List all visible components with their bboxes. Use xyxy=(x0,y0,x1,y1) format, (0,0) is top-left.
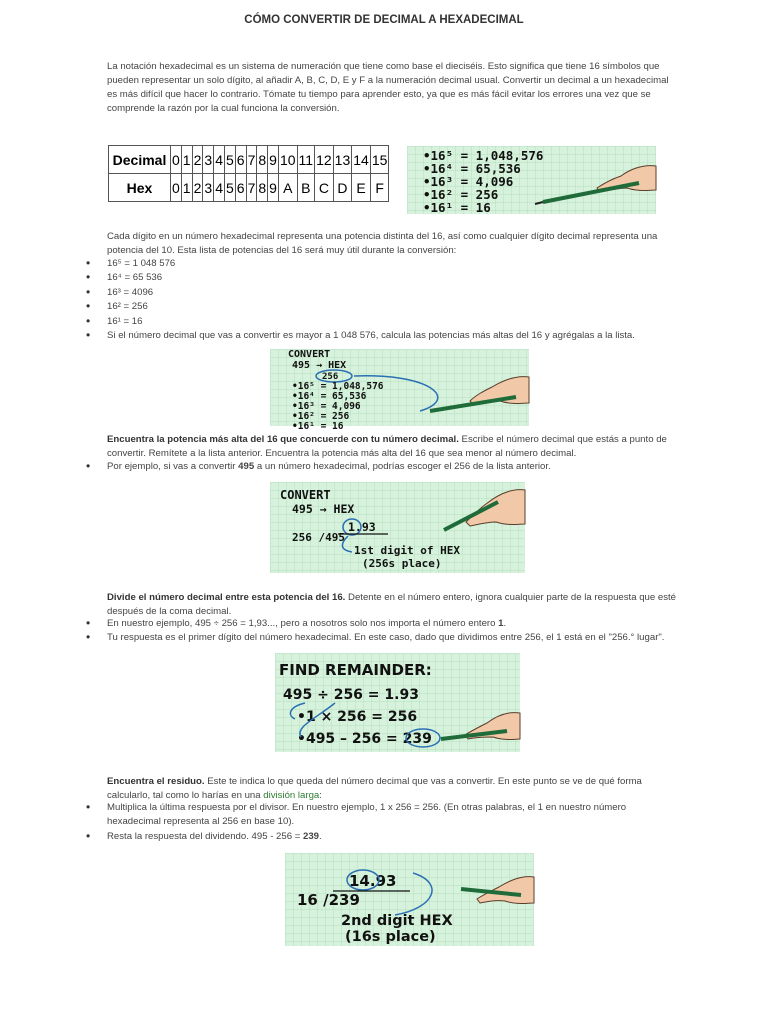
remainder-paragraph xyxy=(107,775,680,803)
table-cell: 14 xyxy=(352,146,371,174)
fig-text: 16 /239 xyxy=(297,891,360,909)
list-item: • Multiplica la última respuesta por el divisor. En nuestro ejemplo, 1 x 256 = 256. (En otras palabras, el 1 en nuestro número hexadecimal representa al 256 en base 10). xyxy=(86,801,680,830)
table-cell: 0 xyxy=(171,146,182,174)
table-cell: 2 xyxy=(192,174,203,202)
list-item: • 16⁵ = 1 048 576 xyxy=(86,257,680,271)
body-text: a un número hexadecimal, podrías escoger el 256 de la lista anterior. xyxy=(254,461,551,472)
fig-text: •16⁴ = 65,536 xyxy=(292,391,367,402)
table-cell: 4 xyxy=(214,174,225,202)
fig-text: 2nd digit HEX xyxy=(341,913,453,929)
divide-paragraph xyxy=(107,591,680,619)
bold-value: 495 xyxy=(238,461,255,472)
fig-text: •16⁴ = 65,536 xyxy=(423,161,521,176)
list-item: • 16² = 256 xyxy=(86,300,680,314)
fig-text: •16² = 256 xyxy=(423,187,499,202)
table-cell: 7 xyxy=(246,174,257,202)
decimal-hex-table xyxy=(108,145,389,202)
table-cell: 3 xyxy=(203,174,214,202)
fig-text: •16⁵ = 1,048,576 xyxy=(292,381,384,392)
divide-list xyxy=(86,617,680,646)
fig-text: •16¹ = 16 xyxy=(423,200,491,215)
body-text: Resta la respuesta del dividendo. 495 - 256 = xyxy=(107,830,304,842)
decimal-label: Decimal xyxy=(109,146,171,174)
table-cell: E xyxy=(352,174,371,202)
body-text: : xyxy=(319,790,322,801)
table-cell: 6 xyxy=(235,174,246,202)
fig-text: 14.93 xyxy=(349,872,397,890)
list-item: • 16³ = 4096 xyxy=(86,286,680,300)
body-text: Escribe el número decimal que estás a punto de convertir. Remítete a la lista anterior. Encuentra la potencia más alta del 16 que sea menor al número decimal. xyxy=(107,434,667,459)
remainder-list xyxy=(86,801,680,844)
hex-row xyxy=(109,174,389,202)
bold-lead: Encuentra el residuo. xyxy=(107,776,205,787)
table-cell: 5 xyxy=(224,174,235,202)
fig-text: 1.93 xyxy=(348,520,376,534)
fig-text: •16³ = 4,096 xyxy=(423,174,514,189)
table-cell: 11 xyxy=(297,146,315,174)
list-item: • Tu respuesta es el primer dígito del número hexadecimal. En este caso, dado que dividimos entre 256, el 1 está en el "256.° lugar". xyxy=(86,631,680,645)
body-text: Por ejemplo, si vas a convertir xyxy=(107,461,239,472)
second-digit-illustration xyxy=(285,853,534,946)
page-title: CÓMO CONVERTIR DE DECIMAL A HEXADECIMAL xyxy=(244,14,524,26)
body-text: . xyxy=(503,618,507,629)
bold-lead: Encuentra la potencia más alta del 16 que concuerde con tu número decimal. xyxy=(107,434,459,445)
table-cell: F xyxy=(370,174,389,202)
find-remainder-illustration xyxy=(275,653,520,752)
powers-of-16-illustration xyxy=(407,146,656,214)
body-text: En nuestro ejemplo, 495 ÷ 256 = 1,93..., pero a nosotros solo nos importa el número entero xyxy=(107,618,499,629)
table-cell: 8 xyxy=(257,146,268,174)
first-digit-illustration xyxy=(270,482,525,573)
table-cell: 4 xyxy=(214,146,225,174)
bold-lead: Divide el número decimal entre esta potencia del 16. xyxy=(107,592,346,603)
fig-text: 1st digit of HEX xyxy=(354,544,460,557)
powers-list xyxy=(86,257,680,343)
fig-text: 495 ÷ 256 = 1.93 xyxy=(283,687,419,703)
highest-power-paragraph xyxy=(107,433,680,461)
table-cell: 1 xyxy=(181,146,192,174)
fig-text: 495 → HEX xyxy=(292,360,347,371)
intro-paragraph: La notación hexadecimal es un sistema de numeración que tiene como base el dieciséis. Esto significa que tiene 16 símbolos que pueden representar un solo dígito, al añadir A, B, C, D, E y F a la numeración decimal usual. Convertir un decimal a un hexadecimal es más difícil que hacer lo contrario. Tómate tu tiempo para aprender esto, ya que es más fácil evitar los errores una vez que se comprende la razón por la cual funciona la conversión. xyxy=(107,61,669,114)
fig-text: CONVERT xyxy=(280,488,331,502)
fig-text: •16³ = 4,096 xyxy=(292,401,361,412)
table-cell: A xyxy=(278,174,297,202)
table-cell: 13 xyxy=(333,146,352,174)
fig-text: 256 /495 xyxy=(292,531,345,544)
table-cell: 0 xyxy=(171,174,182,202)
table-cell: 12 xyxy=(315,146,334,174)
long-division-link[interactable]: división larga xyxy=(263,790,320,801)
table-cell: 10 xyxy=(278,146,297,174)
fig-text: CONVERT xyxy=(288,349,331,360)
powers-paragraph: Cada dígito en un número hexadecimal representa una potencia distinta del 16, así como cualquier dígito decimal representa una potencia del 10. Esta lista de potencias del 16 será muy útil durante la conversión: xyxy=(107,231,658,256)
body-text: Detente en el número entero, ignora cualquier parte de la respuesta que esté después de la coma decimal. xyxy=(107,592,677,617)
fig-text: (16s place) xyxy=(345,929,436,945)
fig-text: •16¹ = 16 xyxy=(292,421,344,432)
bold-value: 1 xyxy=(498,618,504,629)
fig-text: •16⁵ = 1,048,576 xyxy=(423,148,544,163)
table-cell: 2 xyxy=(192,146,203,174)
table-cell: 3 xyxy=(203,146,214,174)
convert-powers-illustration xyxy=(270,349,529,432)
table-cell: 9 xyxy=(268,174,279,202)
fig-text: 495 → HEX xyxy=(292,502,355,516)
fig-text: (256s place) xyxy=(362,557,442,570)
table-cell: D xyxy=(333,174,352,202)
table-cell: B xyxy=(297,174,315,202)
fig-text: •1 × 256 = 256 xyxy=(297,709,418,725)
list-item: • 16⁴ = 65 536 xyxy=(86,271,680,285)
table-cell: 8 xyxy=(257,174,268,202)
example-list xyxy=(86,460,680,474)
fig-text: 256 xyxy=(322,372,339,382)
table-cell: 1 xyxy=(181,174,192,202)
fig-text: •16² = 256 xyxy=(292,411,350,422)
table-cell: 6 xyxy=(235,146,246,174)
table-cell: 9 xyxy=(268,146,279,174)
list-item xyxy=(86,830,680,844)
hex-label: Hex xyxy=(109,174,171,202)
body-text: . xyxy=(319,830,322,842)
table-cell: C xyxy=(315,174,334,202)
table-cell: 5 xyxy=(224,146,235,174)
list-item: • 16¹ = 16 xyxy=(86,315,680,329)
list-item: • Si el número decimal que vas a convertir es mayor a 1 048 576, calcula las potencias más altas del 16 y agrégalas a la lista. xyxy=(86,329,680,343)
bold-value: 239 xyxy=(303,830,320,842)
list-item xyxy=(86,460,680,474)
body-text: Este te indica lo que queda del número decimal que vas a convertir. En este punto se ve de qué forma calcularlo, tal como lo harías en una xyxy=(107,776,642,801)
table-cell: 7 xyxy=(246,146,257,174)
decimal-row xyxy=(109,146,389,174)
table-cell: 15 xyxy=(370,146,389,174)
fig-text: •495 – 256 = 239 xyxy=(297,731,432,747)
fig-text: FIND REMAINDER: xyxy=(279,661,432,679)
list-item xyxy=(86,617,680,631)
